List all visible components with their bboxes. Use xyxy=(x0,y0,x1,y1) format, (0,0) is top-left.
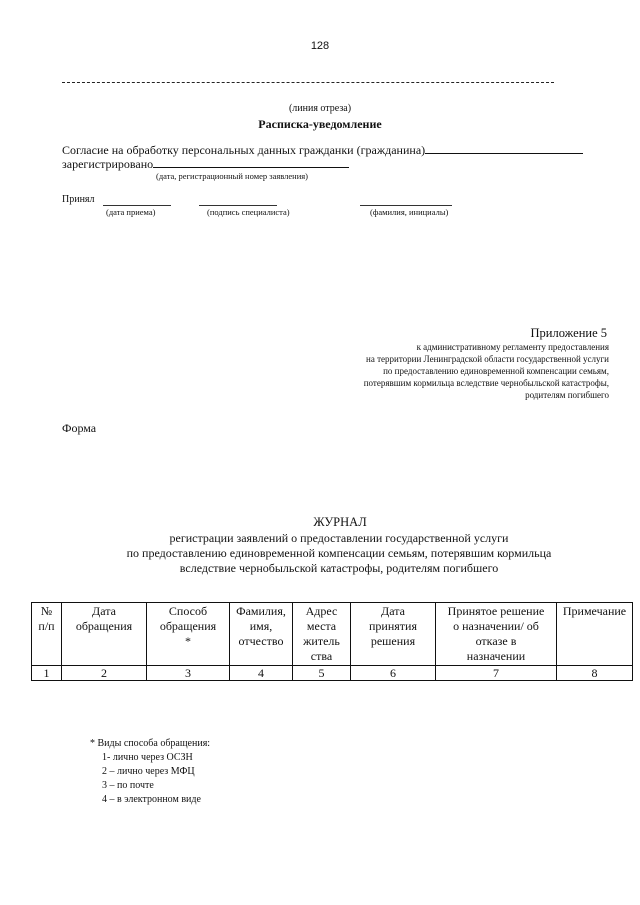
column-number: 7 xyxy=(436,666,557,681)
column-number: 4 xyxy=(230,666,293,681)
column-header xyxy=(62,603,147,666)
footnote-title: * Виды способа обращения: xyxy=(90,738,211,749)
column-header xyxy=(230,603,293,666)
appendix-line: на территории Ленинградской области государственной услуги xyxy=(366,354,609,364)
form-label: Форма xyxy=(62,421,97,435)
footnote xyxy=(90,737,210,807)
appendix-line: потерявшим кормильца вследствие чернобыльской катастрофы, xyxy=(363,378,609,388)
column-header xyxy=(32,603,62,666)
column-header-text: Дата обращения xyxy=(75,604,133,633)
column-number: 1 xyxy=(32,666,62,681)
column-header-text: Способ обращения * xyxy=(159,604,217,648)
journal-title: ЖУРНАЛ xyxy=(313,515,367,529)
footnote-item: 3 – по почте xyxy=(102,780,154,791)
journal-table xyxy=(31,602,633,681)
accepted-label: Принял xyxy=(62,194,95,205)
column-header xyxy=(557,603,633,666)
consent-blank xyxy=(425,143,583,154)
journal-subtitle xyxy=(0,531,640,576)
column-number: 8 xyxy=(557,666,633,681)
date-hint: (дата приема) xyxy=(106,207,156,217)
journal-subtitle-line: по предоставлению единовременной компенсации семьям, потерявшим кормильца xyxy=(126,546,552,560)
registered-blank xyxy=(153,157,349,168)
table-number-row xyxy=(32,666,633,681)
column-header xyxy=(351,603,436,666)
table-header-row xyxy=(32,603,633,666)
page-number: 128 xyxy=(310,40,330,52)
column-number: 5 xyxy=(293,666,351,681)
consent-line xyxy=(62,143,583,158)
column-header-text: Адрес места житель ства xyxy=(303,604,340,663)
signature-blank xyxy=(199,205,277,206)
column-header xyxy=(293,603,351,666)
signature-hint: (подпись специалиста) xyxy=(207,207,290,217)
appendix-line: по предоставлению единовременной компенсации семьям, xyxy=(383,366,609,376)
footnote-item: 1- лично через ОСЗН xyxy=(102,752,193,763)
cut-line xyxy=(62,82,554,83)
column-number: 2 xyxy=(62,666,147,681)
appendix-line: родителям погибшего xyxy=(525,390,609,400)
journal-subtitle-line: регистрации заявлений о предоставлении государственной услуги xyxy=(169,531,509,545)
column-header xyxy=(436,603,557,666)
column-header-text: Принятое решение о назначении/ об отказе в назначении xyxy=(447,604,545,663)
name-blank xyxy=(360,205,452,206)
column-header-text: № п/п xyxy=(38,604,55,633)
appendix-title: Приложение 5 xyxy=(530,326,607,340)
footnote-item: 4 – в электронном виде xyxy=(102,794,201,805)
registered-line xyxy=(62,157,349,172)
appendix-description xyxy=(319,341,609,401)
journal-subtitle-line: вследствие чернобыльской катастрофы, родителям погибшего xyxy=(179,561,499,575)
column-header-text: Дата принятия решения xyxy=(369,604,417,648)
footnote-item: 2 – лично через МФЦ xyxy=(102,766,195,777)
receipt-title: Расписка-уведомление xyxy=(258,117,382,131)
column-number: 6 xyxy=(351,666,436,681)
column-number: 3 xyxy=(147,666,230,681)
registered-label: зарегистрировано xyxy=(62,157,154,171)
name-hint: (фамилия, инициалы) xyxy=(370,207,449,217)
column-header-text: Примечание xyxy=(562,604,627,618)
date-registration-hint: (дата, регистрационный номер заявления) xyxy=(156,171,309,181)
consent-text: Согласие на обработку персональных данных гражданки (гражданина) xyxy=(62,143,426,157)
column-header-text: Фамилия, имя, отчество xyxy=(236,604,286,648)
column-header xyxy=(147,603,230,666)
appendix-line: к административному регламенту предоставления xyxy=(416,342,609,352)
accepted-date-blank xyxy=(103,205,171,206)
cut-line-label: (линия отреза) xyxy=(288,103,352,114)
